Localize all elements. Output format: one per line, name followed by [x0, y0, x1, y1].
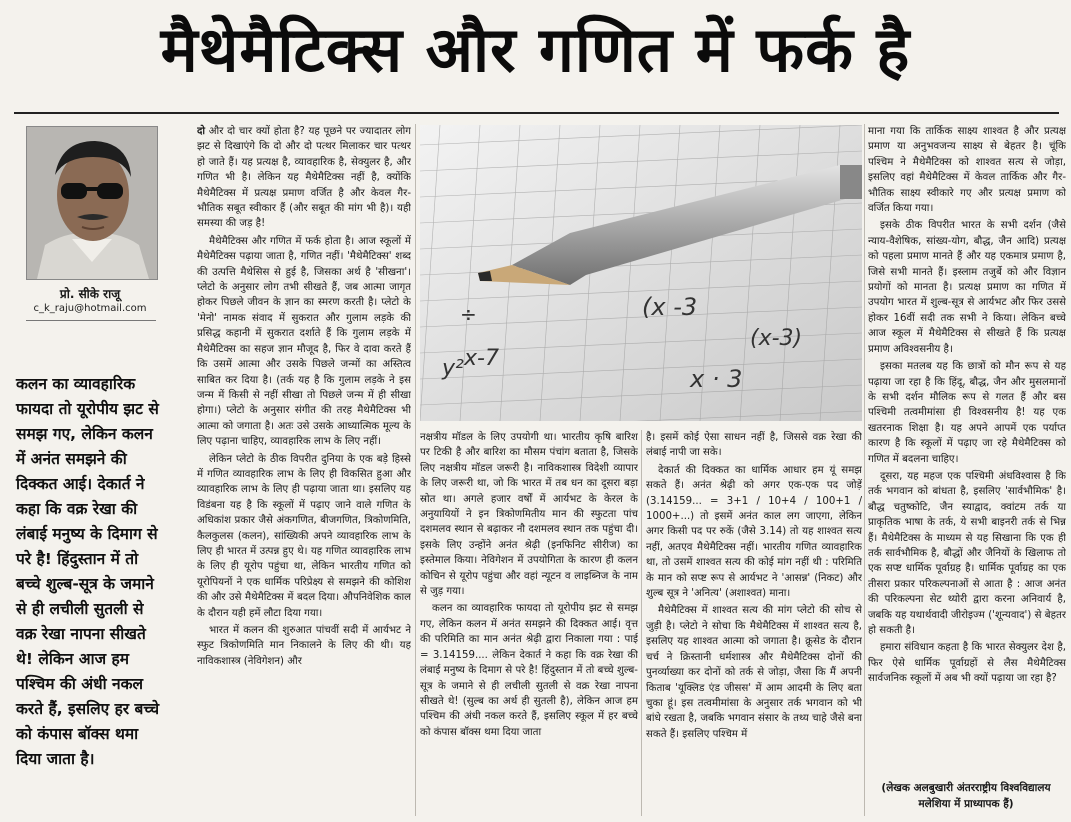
formula-mark: (x-3) — [750, 326, 803, 351]
paragraph: नक्षत्रीय मॉडल के लिए उपयोगी था। भारतीय कृषि बारिश पर टिकी है और बारिश का मौसम पंचांग बताता है, जिसके लिए नक्षत्रीय मॉडल जरूरी है। नाविकशास्त्र विदेशी व्यापार के लिए जरूरी था, जो कि भारत में तब धन का दूसरा बड़ा स्रोत था। अगले हजार वर्षों में आर्यभट के केरल के अनुयायियों ने इन त्रिकोणमितीय मान की स्फुटता पांच दशमलव स्थान से बढ़ाकर नौ दशमलव स्थान तक पहुंचा दी। इसके लिए उन्होंने अनंत श्रेढ़ी (इनफिनिट सीरीज) का इस्तेमाल किया। नेविगेशन में उपयोगिता के कारण ही कलन कोचिन से यूरोप पहुंचा और वहां न्यूटन व लाइब्निज के नाम से जुड़ गया। — [420, 432, 638, 598]
paragraph: कलन का व्यावहारिक फायदा तो यूरोपीय झट से समझ गए, लेकिन कलन में अनंत समझने की दिक्कत आई। वृत्त की परिमिति का मान अनंत श्रेढ़ी द्वारा निकाला गया : पाई = 3.14159.... लेकिन देकार्त ने कहा कि वक्र रेखा की लंबाई मनुष्य के दिमाग से परे है! हिंदुस्तान में तो बच्चे शुल्ब-सूत्र के जमाने से ही लचीली सुतली से वक्र रेखा नापना सीखते थे! (सुल्ब का अर्थ ही सुतली है), लेकिन आज हम पश्चिम की अंधी नकल करते हैं, इसलिए स्कूल में हर बच्चे को कंपास बॉक्स थमा दिया जाता — [420, 603, 638, 738]
author-credit: (लेखक अलबुखारी अंतरराष्ट्रीय विश्वविद्यालय मलेशिया में प्राध्यापक हैं) — [881, 782, 1051, 810]
headline-rule — [14, 112, 1059, 114]
column-divider — [864, 124, 865, 816]
formula-mark: ÷ — [460, 302, 477, 326]
paragraph: भारत में कलन की शुरुआत पांचवीं सदी में आर्यभट ने स्फुट त्रिकोणमिति मान निकालने के लिए की थी। यह नाविकशास्त्र (नेविगेशन) और — [197, 625, 411, 667]
paragraph: लेकिन प्लेटो के ठीक विपरीत दुनिया के एक बड़े हिस्से में गणित व्यावहारिक लाभ के लिए ही विकसित हुआ और व्यावहारिक लाभ के लिए ही पढ़ाया जाता था। इसलिए यह विडंबना यह है कि स्कूलों में पढ़ाए जाने वाले गणित के अधिकांश प्रकार जैसे अंकगणित, बीजगणित, त्रिकोणमिति, कैलकुलस (कलन), सांख्यिकी अपने व्यावहारिक लाभ के लिए ही भारत में उत्पन्न हुए थे। यह गणित व्यावहारिक लाभ के लिए ही यूरोप पहुंचा था, लेकिन भारतीय गणित को यूरोपियनों ने एक धार्मिक परिप्रेक्ष्य से समझने की कोशिश की और उसे मैथेमैटिक्स में बदल दिया। औपनिवेशिक काल के दौरान यही हमें लौटा दिया गया। — [197, 453, 411, 619]
article-column-1 — [197, 124, 411, 814]
author-email: c_k_raju@hotmail.com — [33, 303, 147, 314]
formula-mark: (x -3 — [642, 293, 698, 321]
paragraph: इसका मतलब यह कि छात्रों को मौन रूप से यह पढ़ाया जा रहा है कि हिंदू, बौद्ध, जैन और मुसलमानों के सभी दर्शन मौलिक रूप से गलत हैं और बस पश्चिमी तत्वमीमांसा ही विश्वसनीय है! यह एक खतरनाक शिक्षा है। यह अपने आपमें एक पर्याप्त कारण है कि स्कूलों में पढ़ाए जा रहे मैथेमैटिक्स को गणित में बदलना चाहिए। — [868, 361, 1066, 465]
paragraph: दो और दो चार क्यों होता है? यह पूछने पर ज्यादातर लोग झट से दिखाएंगे कि दो और दो पत्थर मिलाकर चार पत्थर हो जाते हैं। यह प्रत्यक्ष है, व्यावहारिक है, सेक्युलर है, और गणित भी है। लेकिन यह मैथेमैटिक्स नहीं है, क्योंकि मैथेमैटिक्स में प्रत्यक्ष प्रमाण वर्जित है और केवल गैर-भौतिक सबूत स्वीकार हैं (और सबूत की मांग भी है)। यही समस्या की जड़ है! — [197, 126, 411, 230]
author-byline — [20, 286, 160, 316]
article-column-3 — [420, 430, 638, 814]
drop-word: दो — [197, 126, 206, 137]
paragraph: दूसरा, यह महज एक पश्चिमी अंधविश्वास है कि तर्क भगवान को बांधता है, इसलिए 'सार्वभौमिक' है। बौद्ध चतुष्कोटि, जैन स्याद्वाद, क्वांटम तर्क या प्राकृतिक भाषा के तर्क, ये सभी बाइनरी तर्क से भिन्न हैं। मैथेमैटिक्स के माध्यम से यह सिखाना कि एक ही तर्क सार्वभौमिक है, बौद्धों और जैनियों के खिलाफ तो एक सप्ष्ट धार्मिक पूर्वाग्रह है। धार्मिक पूर्वाग्रह का एक तीसरा प्रकार परिकल्पनाओं से आता है : आज अनंत की परिकल्पना सेट थ्योरी द्वारा करना अनिवार्य है, जबकि यह यथार्थवादी जीरोइज्म ('शून्यवाद') से बेहतर हो सकती है। — [868, 470, 1066, 636]
paragraph: मैथेमैटिक्स और गणित में फर्क होता है। आज स्कूलों में मैथेमैटिक्स पढ़ाया जाता है, गणित नहीं। 'मैथेमैटिक्स' शब्द की उत्पत्ति मैथेसिस से हुई है, जिसका अर्थ है 'सीखना'। प्लेटो के अनुसार लोग तभी सीखते हैं, जब आत्मा जागृत होकर पिछले जीवन के ज्ञान का स्मरण करती है। प्लेटो के 'मेनो' नामक संवाद में सुकरात और गुलाम लड़के की प्रसिद्ध कहानी में सुकरात दर्शाते हैं कि गुलाम लड़के में मैथेमैटिक्स का सहज ज्ञान मौजूद है, फिर वे दावा करते हैं कि उसमें आत्मा और उसके पिछले जन्मों का अस्तित्व साबित कर दिया है। (तर्क यह है कि गुलाम लड़के ने इस जन्म में किसी से नहीं सीखा तो पिछले जन्म में ही सीखा होगा।) प्लेटो के अनुसार संगीत की तरह मैथेमैटिक्स भी आत्मा को जगाता है। अतः उसे उसके आध्यात्मिक मूल्य के लिए पढ़ाना चाहिए, व्यावहारिक लाभ के लिए नहीं। — [197, 235, 411, 448]
author-photo — [26, 126, 158, 280]
paragraph: मैथेमैटिक्स में शाश्वत सत्य की मांग प्लेटो की सोच से जुड़ी है। प्लेटो ने सोचा कि मैथेमैटिक्स में शाश्वत सत्य है, इसलिए यह शाश्वत आत्मा को जगाता है। क्रूसेड के दौरान चर्च ने क्रिस्तानी धर्मशास्त्र और मैथेमैटिक्स दोनों की पुनर्व्याख्या कर दोनों को तर्क से जोड़ा, जैसा कि मैं अपनी किताब 'यूक्लिड एंड जीसस' में आम आदमी के लिए बता चुका हूं। इस तत्वमीमांसा के अनुसार तर्क भगवान को भी बांधे रखता है, जबकि भगवान संसार के तथ्य चाहे जैसे बना सकते हैं। इसलिए पश्चिम में — [646, 605, 862, 740]
formula-mark: x-7 — [464, 346, 499, 371]
formula-mark: x · 3 — [690, 365, 743, 393]
article-column-5 — [868, 124, 1066, 776]
byline-divider — [26, 320, 156, 321]
paragraph: देकार्त की दिक्कत का धार्मिक आधार हम यूं समझ सकते हैं। अनंत श्रेढ़ी को अगर एक-एक पद जोड़ें (3.14159... = 3+1 / 10+4 / 100+1 / 1000+...) तो इसमें अनंत काल लग जाएगा, लेकिन अगर किसी पद पर रुकें (जैसे 3.14) तो यह शाश्वत सत्य नहीं, अतएव मैथेमैटिक्स नहीं। भारतीय गणित व्यावहारिक था, तो उसमें शाश्वत सत्य की कोई मांग नहीं थी : परिमिति के मान को सप्ष्ट रूप से आर्यभट ने 'आसन्न' (निकट) और शुल्ब सूत्र ने 'अनित्य' (अशाश्वत) माना। — [646, 464, 862, 600]
article-column-4 — [646, 430, 862, 814]
pencil-on-graph-paper-image — [420, 125, 862, 421]
column-divider — [415, 124, 416, 816]
pencil-math-photo — [420, 125, 862, 421]
paragraph: इसके ठीक विपरीत भारत के सभी दर्शन (जैसे न्याय-वैशेषिक, सांख्य-योग, बौद्ध, जैन आदि) प्रत्यक्ष को पहला प्रमाण मानते हैं और यह एकमात्र प्रमाण है, जिसे सभी मानते हैं। इस्लाम तजुर्बे को और विज्ञान प्रयोगों को मानता है। प्रत्यक्ष प्रमाण का गणित में उपयोग भारत में शुल्ब-सूत्र से आर्यभट और फिर उससे होकर 16वीं सदी तक सभी ने किया। लेकिन बच्चे आज स्कूल में मैथेमैटिक्स से सीखते हैं कि प्रत्यक्ष प्रमाण अविश्वसनीय है। — [868, 220, 1066, 355]
column-divider — [641, 430, 642, 816]
paragraph: है। इसमें कोई ऐसा साधन नहीं है, जिससे वक्र रेखा की लंबाई नापी जा सके। — [646, 432, 862, 459]
pull-quote: कलन का व्यावहारिक फायदा तो यूरोपीय झट से समझ गए, लेकिन कलन में अनंत समझने की दिक्कत आई। देकार्त ने कहा कि वक्र रेखा की लंबाई मनुष्य के दिमाग से परे है! हिंदुस्तान में तो बच्चे शुल्ब-सूत्र के जमाने से ही लचीली सुतली से वक्र रेखा नापना सीखते थे! लेकिन आज हम पश्चिम की अंधी नकल करते हैं, इसलिए हर बच्चे को कंपास बॉक्स थमा दिया जाता है। — [16, 375, 160, 768]
author-name: प्रो. सीके राजू — [59, 287, 121, 301]
paragraph: हमारा संविधान कहता है कि भारत सेक्युलर देश है, फिर ऐसे धार्मिक पूर्वाग्रहों से लैस मैथेमैटिक्स सार्वजनिक स्कूलों में अब भी क्यों पढ़ाया जा रहा है? — [868, 642, 1066, 685]
paragraph: माना गया कि तार्किक साक्ष्य शाश्वत है और प्रत्यक्ष प्रमाण या अनुभवजन्य साक्ष्य से बेहतर है। चूंकि पश्चिम ने मैथेमैटिक्स को शाश्वत सत्य से जोड़ा, इसलिए वहां मैथेमैटिक्स में केवल तार्किक और गैर-भौतिक साक्ष्य स्वीकारे गए और प्रत्यक्ष प्रमाण को वर्जित किया गया। — [868, 126, 1066, 215]
headline: मैथेमैटिक्स और गणित में फर्क है — [160, 13, 911, 86]
author-portrait-image — [27, 127, 157, 279]
formula-mark: y² — [442, 356, 464, 381]
